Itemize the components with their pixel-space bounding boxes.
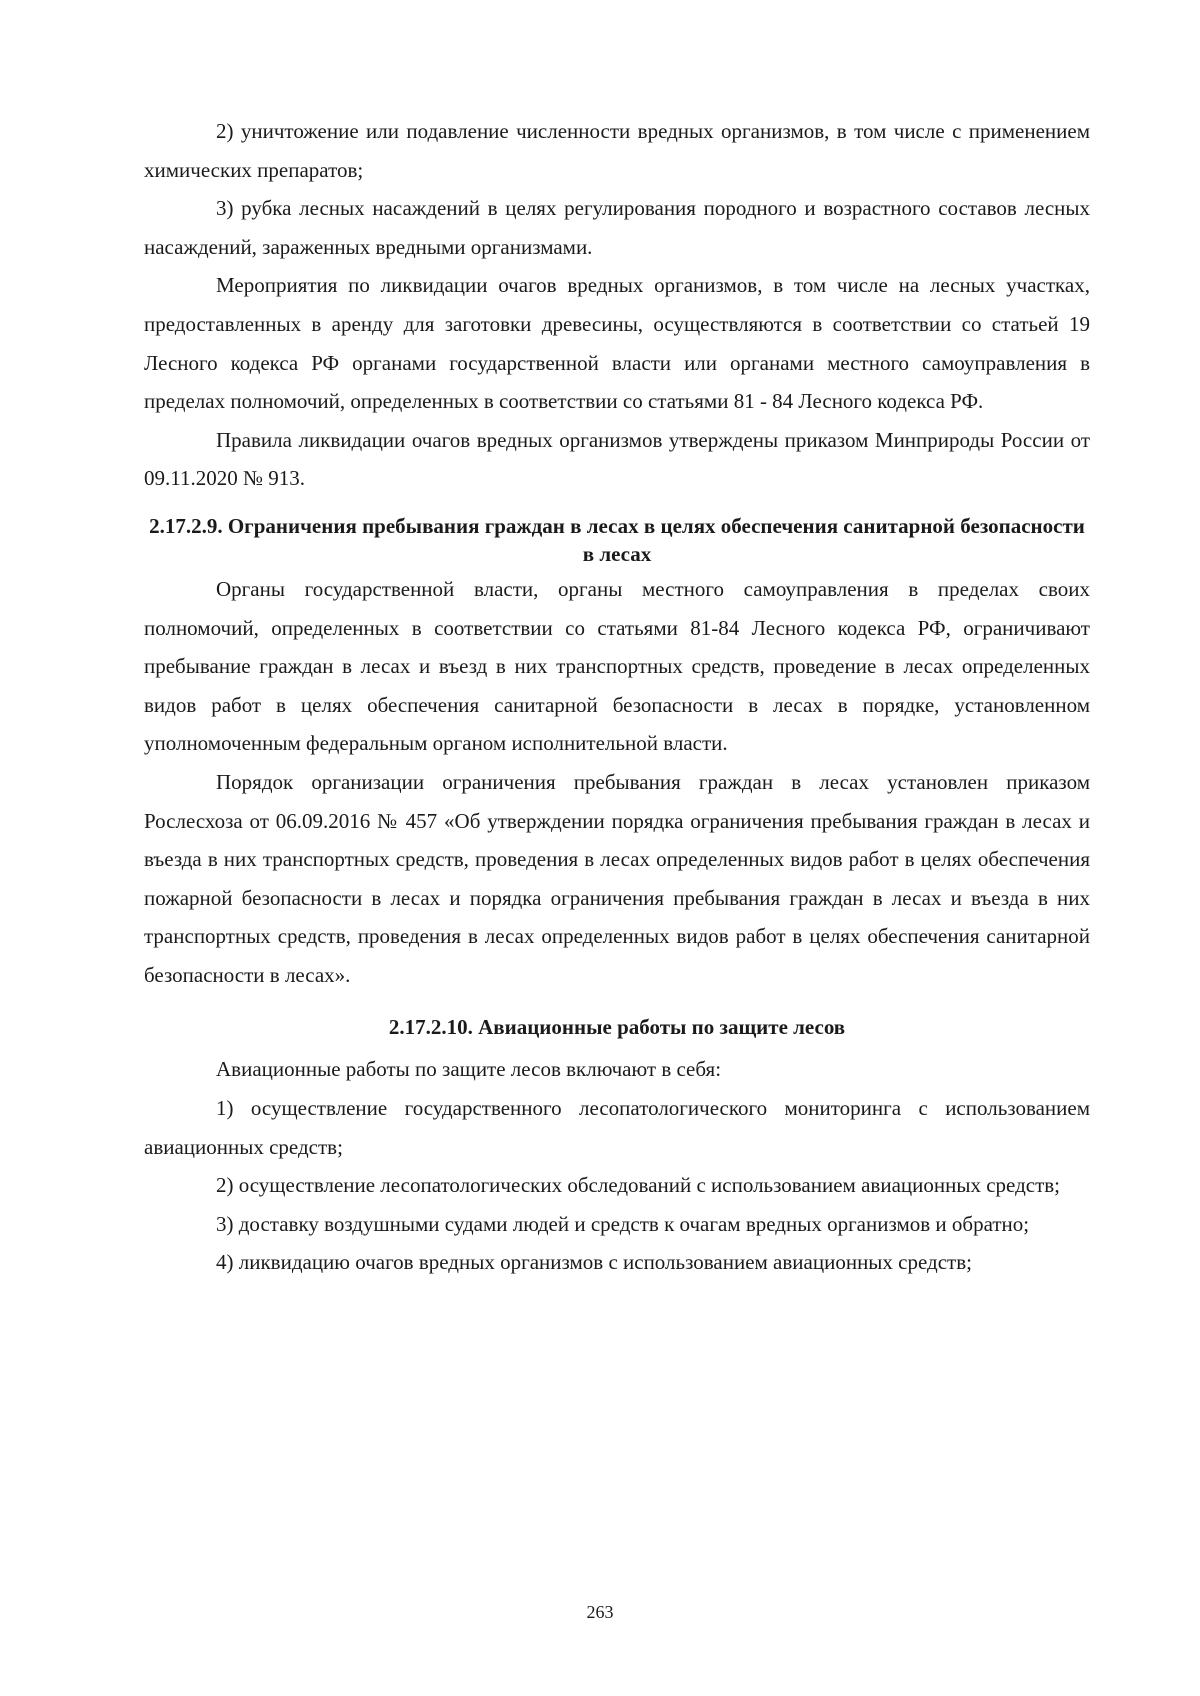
section-heading-2-17-2-9: 2.17.2.9. Ограничения пребывания граждан в лесах в целях обеспечения санитарной безопасности в лесах: [149, 513, 1085, 566]
page-content: [144, 112, 1090, 1282]
aviation-list-item-4: 4) ликвидацию очагов вредных организмов с использованием авиационных средств;: [216, 1250, 972, 1275]
section-heading-2-17-2-10: 2.17.2.10. Авиационные работы по защите лесов: [388, 1015, 846, 1040]
aviation-list-item-3: 3) доставку воздушными судами людей и средств к очагам вредных организмов и обратно;: [216, 1211, 1030, 1236]
paragraph-liquidation-rules: Правила ликвидации очагов вредных организмов утверждены приказом Минприроды России от 09.11.2020 № 913.: [144, 427, 1090, 491]
aviation-list-item-1: 1) осуществление государственного лесопатологического мониторинга с использованием авиационных средств;: [144, 1096, 1090, 1159]
paragraph-authorities-restrict: Органы государственной власти, органы местного самоуправления в пределах своих полномочий, определенных в соответствии со статьями 81-84 Лесного кодекса РФ, ограничивают пребывание граждан в лесах и въезд в них транспортных средств, проведение в лесах определенных видов работ в целях обеспечения санитарной безопасности в лесах в порядке, установленном уполномоченным федеральным органом исполнительной власти.: [144, 576, 1090, 756]
paragraph-liquidation-measures: Мероприятия по ликвидации очагов вредных организмов, в том числе на лесных участках, предоставленных в аренду для заготовки древесины, осуществляются в соответствии со статьей 19 Лесного кодекса РФ органами государственной власти или органами местного самоуправления в пределах полномочий, определенных в соответствии со статьями 81 - 84 Лесного кодекса РФ.: [144, 273, 1090, 414]
paragraph-restriction-order: Порядок организации ограничения пребывания граждан в лесах установлен приказом Рослесхоза от 06.09.2016 № 457 «Об утверждении порядка ограничения пребывания граждан в лесах и въезда в них транспортных средств, проведения в лесах определенных видов работ в целях обеспечения пожарной безопасности в лесах и порядка ограничения пребывания граждан в лесах и въезда в них транспортных средств, проведения в лесах определенных видов работ в целях обеспечения санитарной безопасности в лесах».: [144, 769, 1090, 987]
aviation-list-item-2: 2) осуществление лесопатологических обследований с использованием авиационных средств;: [216, 1173, 1060, 1198]
list-item-2: 2) уничтожение или подавление численности вредных организмов, в том числе с применением химических препаратов;: [144, 119, 1090, 182]
paragraph-aviation-intro: Авиационные работы по защите лесов включают в себя:: [216, 1057, 722, 1082]
list-item-3: 3) рубка лесных насаждений в целях регулирования породного и возрастного составов лесных насаждений, зараженных вредными организмами.: [144, 196, 1090, 259]
page-number: 263: [586, 1602, 614, 1622]
